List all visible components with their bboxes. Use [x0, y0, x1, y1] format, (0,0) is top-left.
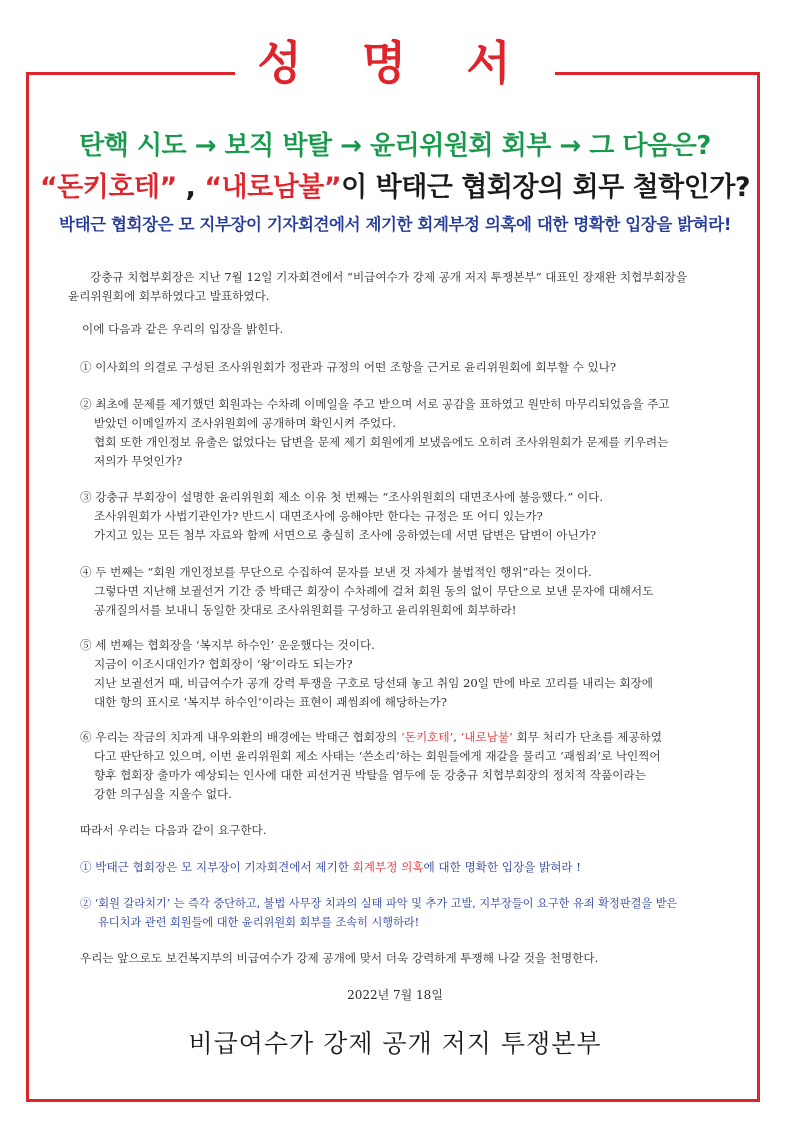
text-line: 향후 협회장 출마가 예상되는 인사에 대한 피선거권 박탈을 염두에 둔 강충규 치협부회장의 정치적 작품이라는 [94, 768, 646, 782]
text-line: 유디치과 관련 회원들에 대한 윤리위원회 회부를 조속히 시행하라! [98, 916, 420, 929]
headline-separator: , [176, 172, 205, 203]
document-title: 성 명 서 [235, 32, 554, 94]
signature-organization: 비급여수가 강제 공개 저지 투쟁본부 [188, 1029, 602, 1058]
demand-1-highlight: 회계부정 의혹 [352, 860, 424, 874]
text-line: 우리는 앞으로도 보건복지부의 비급여수가 강제 공개에 맞서 더욱 강력하게 투쟁해 나갈 것을 천명한다. [80, 951, 599, 965]
text-line: ① 이사회의 의결로 구성된 조사위원회가 정관과 규정의 어떤 조항을 근거로 윤리위원회에 회부할 수 있나? [80, 360, 617, 374]
text-line: 지난 보궐선거 때, 비급여수가 공개 강력 투쟁을 구호로 당선돼 놓고 취임 20일 만에 바로 꼬리를 내리는 회장에 [94, 676, 653, 690]
text-line: 강충규 치협부회장은 지난 7월 12일 기자회견에서 “비급여수가 강제 공개 저지 투쟁본부” 대표인 장재완 치협부회장을 [90, 270, 688, 284]
text-line [80, 858, 720, 877]
item-6-text: ⑥ 우리는 작금의 치과계 내우외환의 배경에는 박태근 협회장의 [80, 730, 402, 744]
text-line: ④ 두 번째는 “회원 개인정보를 무단으로 수집하여 문자를 보낸 것 자체가 불법적인 행위”라는 것이다. [80, 565, 592, 579]
headline-rest: 이 박태근 협회장의 회무 철학인가? [341, 172, 751, 203]
demand-intro [80, 821, 720, 840]
text-line: 대한 항의 표시로 ‘복지부 하수인’이라는 표현이 괘씸죄에 해당하는가? [94, 695, 447, 709]
item-6-highlight-1: ‘돈키호테’ [401, 730, 454, 744]
item-1 [80, 358, 720, 377]
text-line: 이에 다음과 같은 우리의 입장을 밝힌다. [82, 322, 284, 336]
intro-paragraph [68, 268, 720, 306]
item-6-text-end: 회무 처리가 단초를 제공하였 [512, 730, 662, 744]
headline-quote-2: “내로남불” [204, 172, 342, 203]
item-6-comma: , [453, 730, 461, 744]
text-line: 따라서 우리는 다음과 같이 요구한다. [80, 823, 267, 837]
text-line: 지금이 이조시대인가? 협회장이 ‘왕’이라도 되는가? [94, 657, 353, 671]
item-5 [80, 636, 720, 712]
headline-blue: 박태근 협회장은 모 지부장이 기자회견에서 제기한 회계부정 의혹에 대한 명확한 입장을 밝혀라! [59, 215, 731, 234]
text-line: ② ‘회원 갈라치기’ 는 즉각 중단하고, 불법 사무장 치과의 실태 파악 및 추가 고발, 지부장들이 요구한 유죄 확정판결을 받은 [80, 897, 678, 910]
demand-1-text: ① 박태근 협회장은 모 지부장이 기자회견에서 제기한 [80, 860, 353, 874]
statement-date: 2022년 7월 18일 [347, 988, 443, 1002]
text-line: 저의가 무엇인가? [94, 454, 183, 468]
text-line: 조사위원회가 사법기관인가? 반드시 대면조사에 응해야만 한다는 규정은 또 어디 있는가? [94, 509, 543, 523]
text-line: ③ 강충규 부회장이 설명한 윤리위원회 제소 이유 첫 번째는 “조사위원회의 대면조사에 불응했다.” 이다. [80, 490, 604, 504]
position-statement [80, 320, 720, 339]
headline-quote-1: “돈키호테” [39, 172, 177, 203]
title-container [0, 32, 790, 94]
text-line: 강한 의구심을 지울수 없다. [94, 787, 232, 801]
item-6-highlight-2: ‘내로남불’ [460, 730, 513, 744]
headline-main [0, 170, 790, 206]
text-line: 받았던 이메일까지 조사위원회에 공개하며 확인시켜 주었다. [94, 416, 397, 430]
demand-2 [80, 894, 720, 932]
text-line: 공개질의서를 보내니 동일한 잣대로 조사위원회를 구성하고 윤리위원회에 회부하라! [94, 603, 517, 617]
demand-1-text-end: 에 대한 명확한 입장을 밝혀라 ! [423, 860, 581, 874]
text-line: 다고 판단하고 있으며, 이번 윤리위원회 제소 사태는 ‘쓴소리’하는 회원들에게 재갈을 물리고 ‘괘씸죄’로 낙인찍어 [94, 749, 661, 763]
item-4 [80, 563, 720, 620]
text-line: ⑤ 세 번째는 협회장을 ‘복지부 하수인’ 운운했다는 것이다. [80, 638, 375, 652]
text-line: 가지고 있는 모든 첨부 자료와 함께 서면으로 충실히 조사에 응하였는데 서면 답변은 답변이 아닌가? [94, 528, 597, 542]
headline-green: 탄핵 시도 → 보직 박탈 → 윤리위원회 회부 → 그 다음은? [79, 131, 711, 161]
item-3 [80, 488, 720, 545]
text-line [80, 728, 720, 747]
item-2 [80, 395, 720, 471]
item-6 [80, 728, 720, 804]
text-line: 그렇다면 지난해 보궐선거 기간 중 박태근 회장이 수차례에 걸쳐 회원 동의 없이 무단으로 보낸 문자에 대해서도 [94, 584, 654, 598]
text-line: 윤리위원회에 회부하였다고 발표하였다. [68, 289, 270, 303]
text-line: ② 최초에 문제를 제기했던 회원과는 수차례 이메일을 주고 받으며 서로 공감을 표하였고 원만히 마무리되었음을 주고 [80, 397, 670, 411]
text-line: 협회 또한 개인정보 유출은 없었다는 답변을 문제 제기 회원에게 보냈음에도 오히려 조사위원회가 문제를 키우려는 [94, 435, 669, 449]
demand-1 [80, 858, 720, 877]
closing-statement [80, 949, 720, 968]
